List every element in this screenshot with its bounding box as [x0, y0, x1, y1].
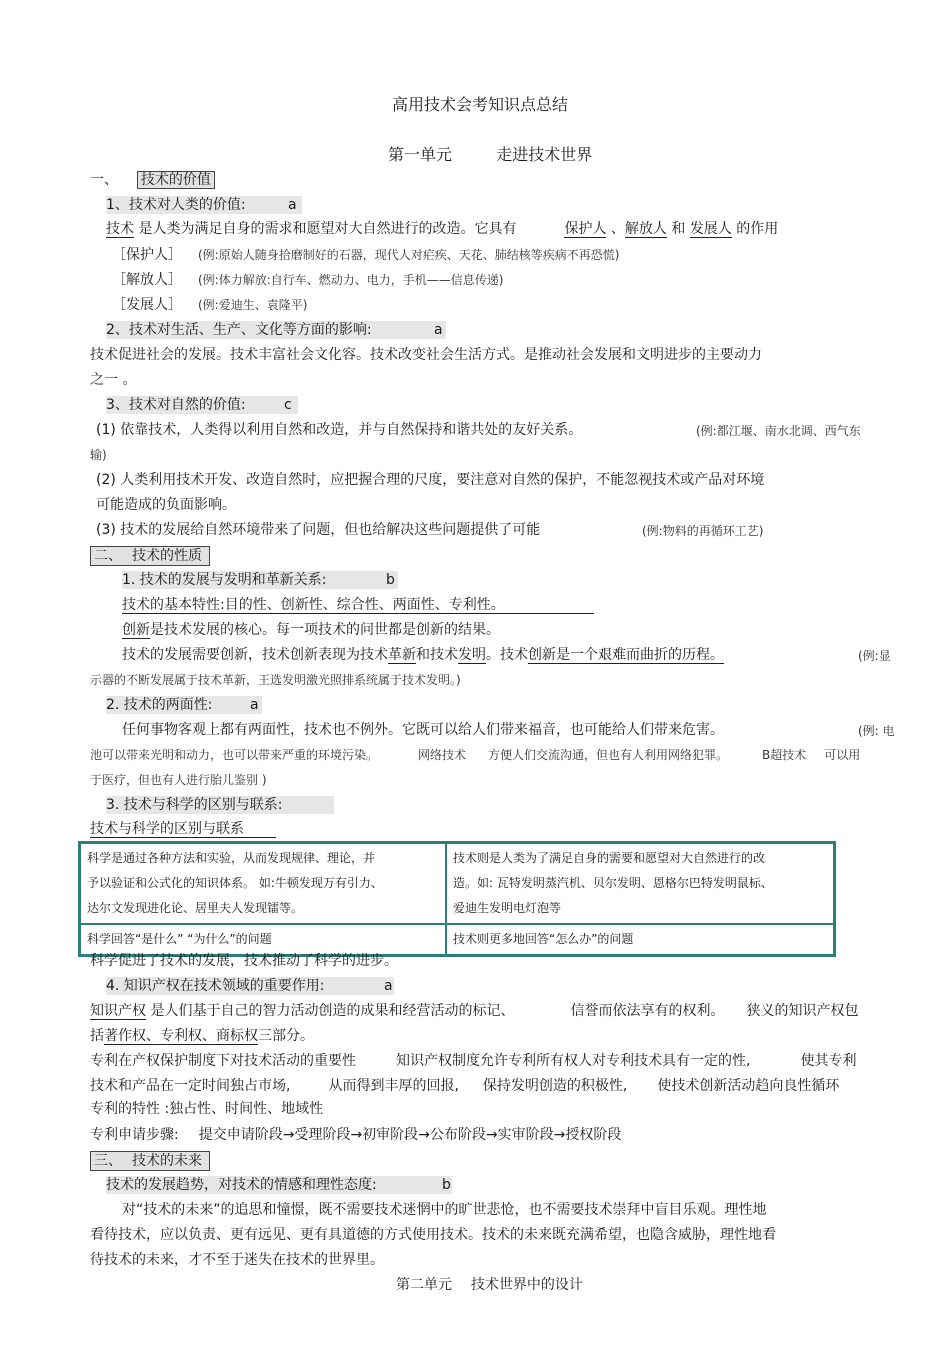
copyright-term: 著作权	[104, 1028, 146, 1044]
table-cell	[446, 924, 835, 956]
role-and: 和	[666, 221, 690, 237]
underline	[122, 613, 594, 614]
paragraph: (3) 技术的发展给自然环境带来了问题，但也给解决这些问题提供了可能	[96, 522, 541, 538]
cell-line: 爱迪生发明电灯泡等	[453, 901, 562, 915]
text: 信誉而依法享有的权利。	[570, 1003, 725, 1019]
text: 从而得到丰厚的回报,	[328, 1078, 459, 1094]
paragraph: 看待技术，应以负责、更有远见、更有具道德的方式使用技术。技术的未来既充满希望，也隐含威胁，理性地看	[90, 1227, 776, 1243]
reform-term: 革新	[388, 647, 416, 663]
example-note: 输)	[90, 448, 107, 462]
role-row-label: ［发展人］	[112, 297, 182, 313]
section1-number: 一、	[90, 172, 118, 188]
trademark-term: 商标权	[216, 1028, 258, 1044]
sec1-sub1-level: a	[288, 197, 297, 213]
cell-line: 技术则更多地回答“怎么办”的问题	[453, 932, 634, 946]
definition-end: 的作用	[731, 221, 779, 237]
cell-line: 予以验证和公式化的知识体系。 如:牛顿发现万有引力、	[87, 876, 383, 890]
paragraph: 待技术的未来，才不至于迷失在技术的世界里。	[90, 1252, 384, 1268]
paragraph: 技术的基本特性:目的性、创新性、综合性、两面性、专利性。	[122, 597, 505, 613]
text: 三部分。	[258, 1028, 314, 1044]
example-note: (例:物料的再循环工艺)	[642, 524, 764, 538]
text: 技术的发展需要创新，技术创新表现为技术	[122, 647, 388, 663]
text: 保持发明创造的积极性,	[482, 1078, 628, 1094]
sec2-sub3-subheading: 技术与科学的区别与联系	[90, 821, 244, 837]
sec3-sub1-title: 技术的发展趋势，对技术的情感和理性态度:	[106, 1177, 377, 1193]
paragraph: 科学促进了技术的发展，技术推动了科学的进步。	[90, 953, 398, 969]
table-cell	[80, 924, 447, 956]
text: 。技术	[486, 647, 528, 663]
text: 是人们基于自己的智力活动创造的成果和经营活动的标记、	[146, 1003, 515, 1019]
table-cell	[80, 843, 447, 925]
table-row	[80, 924, 835, 956]
tech-definition	[106, 220, 778, 238]
paragraph	[90, 1126, 621, 1144]
ip-term: 知识产权	[90, 1003, 146, 1019]
table-cell	[446, 843, 835, 925]
paragraph	[90, 1027, 314, 1045]
text: 使其专利	[800, 1053, 857, 1069]
definition-text: 是人类为满足自身的需求和愿望对大自然进行的改造。它具有	[134, 221, 517, 237]
text: 方便人们交流沟通，但也有人利用网络犯罪。	[488, 748, 729, 762]
text: 创新是一个艰难而曲折的历程。	[528, 647, 724, 663]
cell-line: 科学回答“是什么” “为什么”的问题	[87, 932, 272, 946]
paragraph: 对“技术的未来”的追思和憧憬，既不需要技术迷惘中的旷世悲怆，也不需要技术崇拜中盲目乐观。理性地	[122, 1202, 767, 1218]
section2-box	[90, 546, 210, 566]
sec2-sub1-level: b	[386, 572, 395, 588]
steps-text: 提交申请阶段→受理阶段→初审阶段→公布阶段→实审阶段→授权阶段	[198, 1127, 622, 1143]
example-note: 于医疗，但也有人进行胎儿鉴别 )	[90, 773, 267, 787]
paragraph: 专利的特性 :独占性、时间性、地域性	[90, 1101, 324, 1117]
role-row-example: (例:体力解放:自行车、燃动力、电力，手机——信息传递)	[198, 273, 504, 287]
role-row-label: ［解放人］	[112, 272, 182, 288]
innovation-text: 是技术发展的核心。每一项技术的问世都是创新的结果。	[150, 622, 500, 638]
role-protect: 保护人	[564, 221, 607, 237]
sec2-sub4-level: a	[384, 978, 393, 994]
sec1-sub3-level: c	[284, 397, 292, 413]
sec2-sub1-heading	[122, 571, 398, 589]
sec2-sub3-heading: 3. 技术与科学的区别与联系:	[106, 796, 334, 814]
paragraph	[90, 1052, 856, 1070]
paragraph	[90, 1077, 839, 1095]
cell-line: 造。如: 瓦特发明蒸汽机、贝尔发明、恩格尔巴特发明鼠标、	[453, 876, 773, 890]
section3-box	[90, 1151, 210, 1171]
cell-line: 技术则是人类为了满足自身的需要和愿望对大自然进行的改	[453, 851, 766, 865]
section2-number: 二、	[94, 548, 122, 564]
paragraph	[122, 621, 500, 639]
paragraph	[122, 646, 724, 664]
sec1-sub2-title: 2、技术对生活、生产、文化等方面的影响:	[106, 322, 372, 338]
section1-heading	[90, 171, 215, 189]
paragraph: 可能造成的负面影响。	[96, 497, 236, 513]
role-separator: 、	[606, 221, 625, 237]
text: 、	[146, 1028, 160, 1044]
paragraph: 之一 。	[90, 372, 137, 388]
paragraph: (2) 人类利用技术开发、改造自然时，应把握合理的尺度，要注意对自然的保护，不能忽视技术或产品对环境	[96, 472, 765, 488]
role-liberate: 解放人	[624, 221, 667, 237]
tech-term: 技术	[106, 221, 134, 237]
sec2-sub4-title: 4. 知识产权在技术领域的重要作用:	[106, 978, 325, 994]
sec1-sub2-heading	[106, 321, 446, 339]
innovation-term: 创新	[122, 622, 150, 638]
role-row-example: (例:爱迪生、袁隆平)	[198, 298, 308, 312]
sec1-sub3-title: 3、技术对自然的价值:	[106, 397, 246, 413]
section2-title: 技术的性质	[132, 548, 202, 564]
text: 使技术创新活动趋向良性循环	[657, 1078, 840, 1094]
sec2-sub1-title: 1. 技术的发展与发明和革新关系:	[122, 572, 327, 588]
text: 、	[202, 1028, 216, 1044]
sec3-sub1-level: b	[442, 1177, 451, 1193]
text: 专利在产权保护制度下对技术活动的重要性	[90, 1053, 356, 1069]
sec2-sub2-title: 2. 技术的两面性:	[106, 697, 213, 713]
cell-line: 达尔文发现进化论、居里夫人发现镭等。	[87, 901, 304, 915]
role-row-example: (例:原始人随身拾磨制好的石器，现代人对疟疾、天花、肺结核等疾病不再恐慌)	[198, 248, 620, 262]
sec3-sub1-heading	[106, 1176, 452, 1194]
sec1-sub1-title: 1、技术对人类的价值:	[106, 197, 246, 213]
text: 括	[90, 1028, 104, 1044]
role-row	[112, 296, 308, 314]
example-note: (例: 电	[858, 724, 895, 738]
section3-title: 技术的未来	[132, 1153, 202, 1169]
invention-term: 发明	[458, 647, 486, 663]
example-note: 示器的不断发展属于技术革新，王选发明激光照排系统属于技术发明。)	[90, 673, 461, 687]
text: 知识产权制度允许专利所有权人对专利技术具有一定的性,	[396, 1053, 751, 1069]
cell-line: 科学是通过各种方法和实验，从而发现规律、理论，并	[87, 851, 376, 865]
section1-title: 技术的价值	[137, 171, 215, 189]
sec2-sub2-heading	[106, 696, 262, 714]
document-title: 高用技术会考知识点总结	[392, 95, 569, 114]
science-vs-technology-table	[78, 841, 836, 957]
paragraph: 技术促进社会的发展。技术丰富社会文化容。技术改变社会生活方式。是推动社会发展和文明进步的主要动力	[90, 347, 762, 363]
example-note: (例:显	[858, 649, 891, 663]
unit1-label: 第一单元	[388, 145, 453, 164]
section2-heading	[90, 546, 210, 566]
unit1-name: 走进技术世界	[496, 145, 593, 164]
paragraph: 任何事物客观上都有两面性，技术也不例外。它既可以给人们带来福音，也可能给人们带来危害。	[122, 722, 724, 738]
text: 狭义的知识产权包	[746, 1003, 859, 1019]
section3-number: 三、	[94, 1153, 122, 1169]
steps-label: 专利申请步骤:	[90, 1127, 179, 1143]
text: 可以用	[824, 748, 861, 762]
sec1-sub3-heading	[106, 396, 298, 414]
example-note: (例:都江堰、南水北调、西气东	[696, 424, 861, 438]
unit1-heading	[388, 146, 592, 164]
unit2-heading	[396, 1276, 583, 1294]
sec2-sub4-heading	[106, 977, 394, 995]
example-note	[90, 746, 860, 764]
role-row-label: ［保护人］	[112, 247, 182, 263]
role-row	[112, 246, 620, 264]
sec1-sub2-level: a	[434, 322, 443, 338]
role-develop: 发展人	[689, 221, 732, 237]
underline	[90, 837, 276, 838]
patent-term: 专利权	[160, 1028, 202, 1044]
table-row	[80, 843, 835, 925]
text: 网络技术	[418, 748, 467, 762]
sec1-sub1-heading	[106, 196, 302, 214]
text: 和技术	[416, 647, 458, 663]
text: B超技术	[762, 748, 807, 762]
unit2-label: 第二单元	[396, 1277, 452, 1293]
text: 池可以带来光明和动力，也可以带来严重的环境污染。	[90, 748, 379, 762]
unit2-name: 技术世界中的设计	[470, 1277, 583, 1293]
paragraph	[90, 1002, 858, 1020]
sec2-sub2-level: a	[250, 697, 259, 713]
paragraph: (1) 依靠技术，人类得以利用自然和改造，并与自然保持和谐共处的友好关系。	[96, 422, 583, 438]
role-row	[112, 271, 504, 289]
text: 技术和产品在一定时间独占市场,	[90, 1078, 291, 1094]
section3-heading	[90, 1151, 210, 1171]
